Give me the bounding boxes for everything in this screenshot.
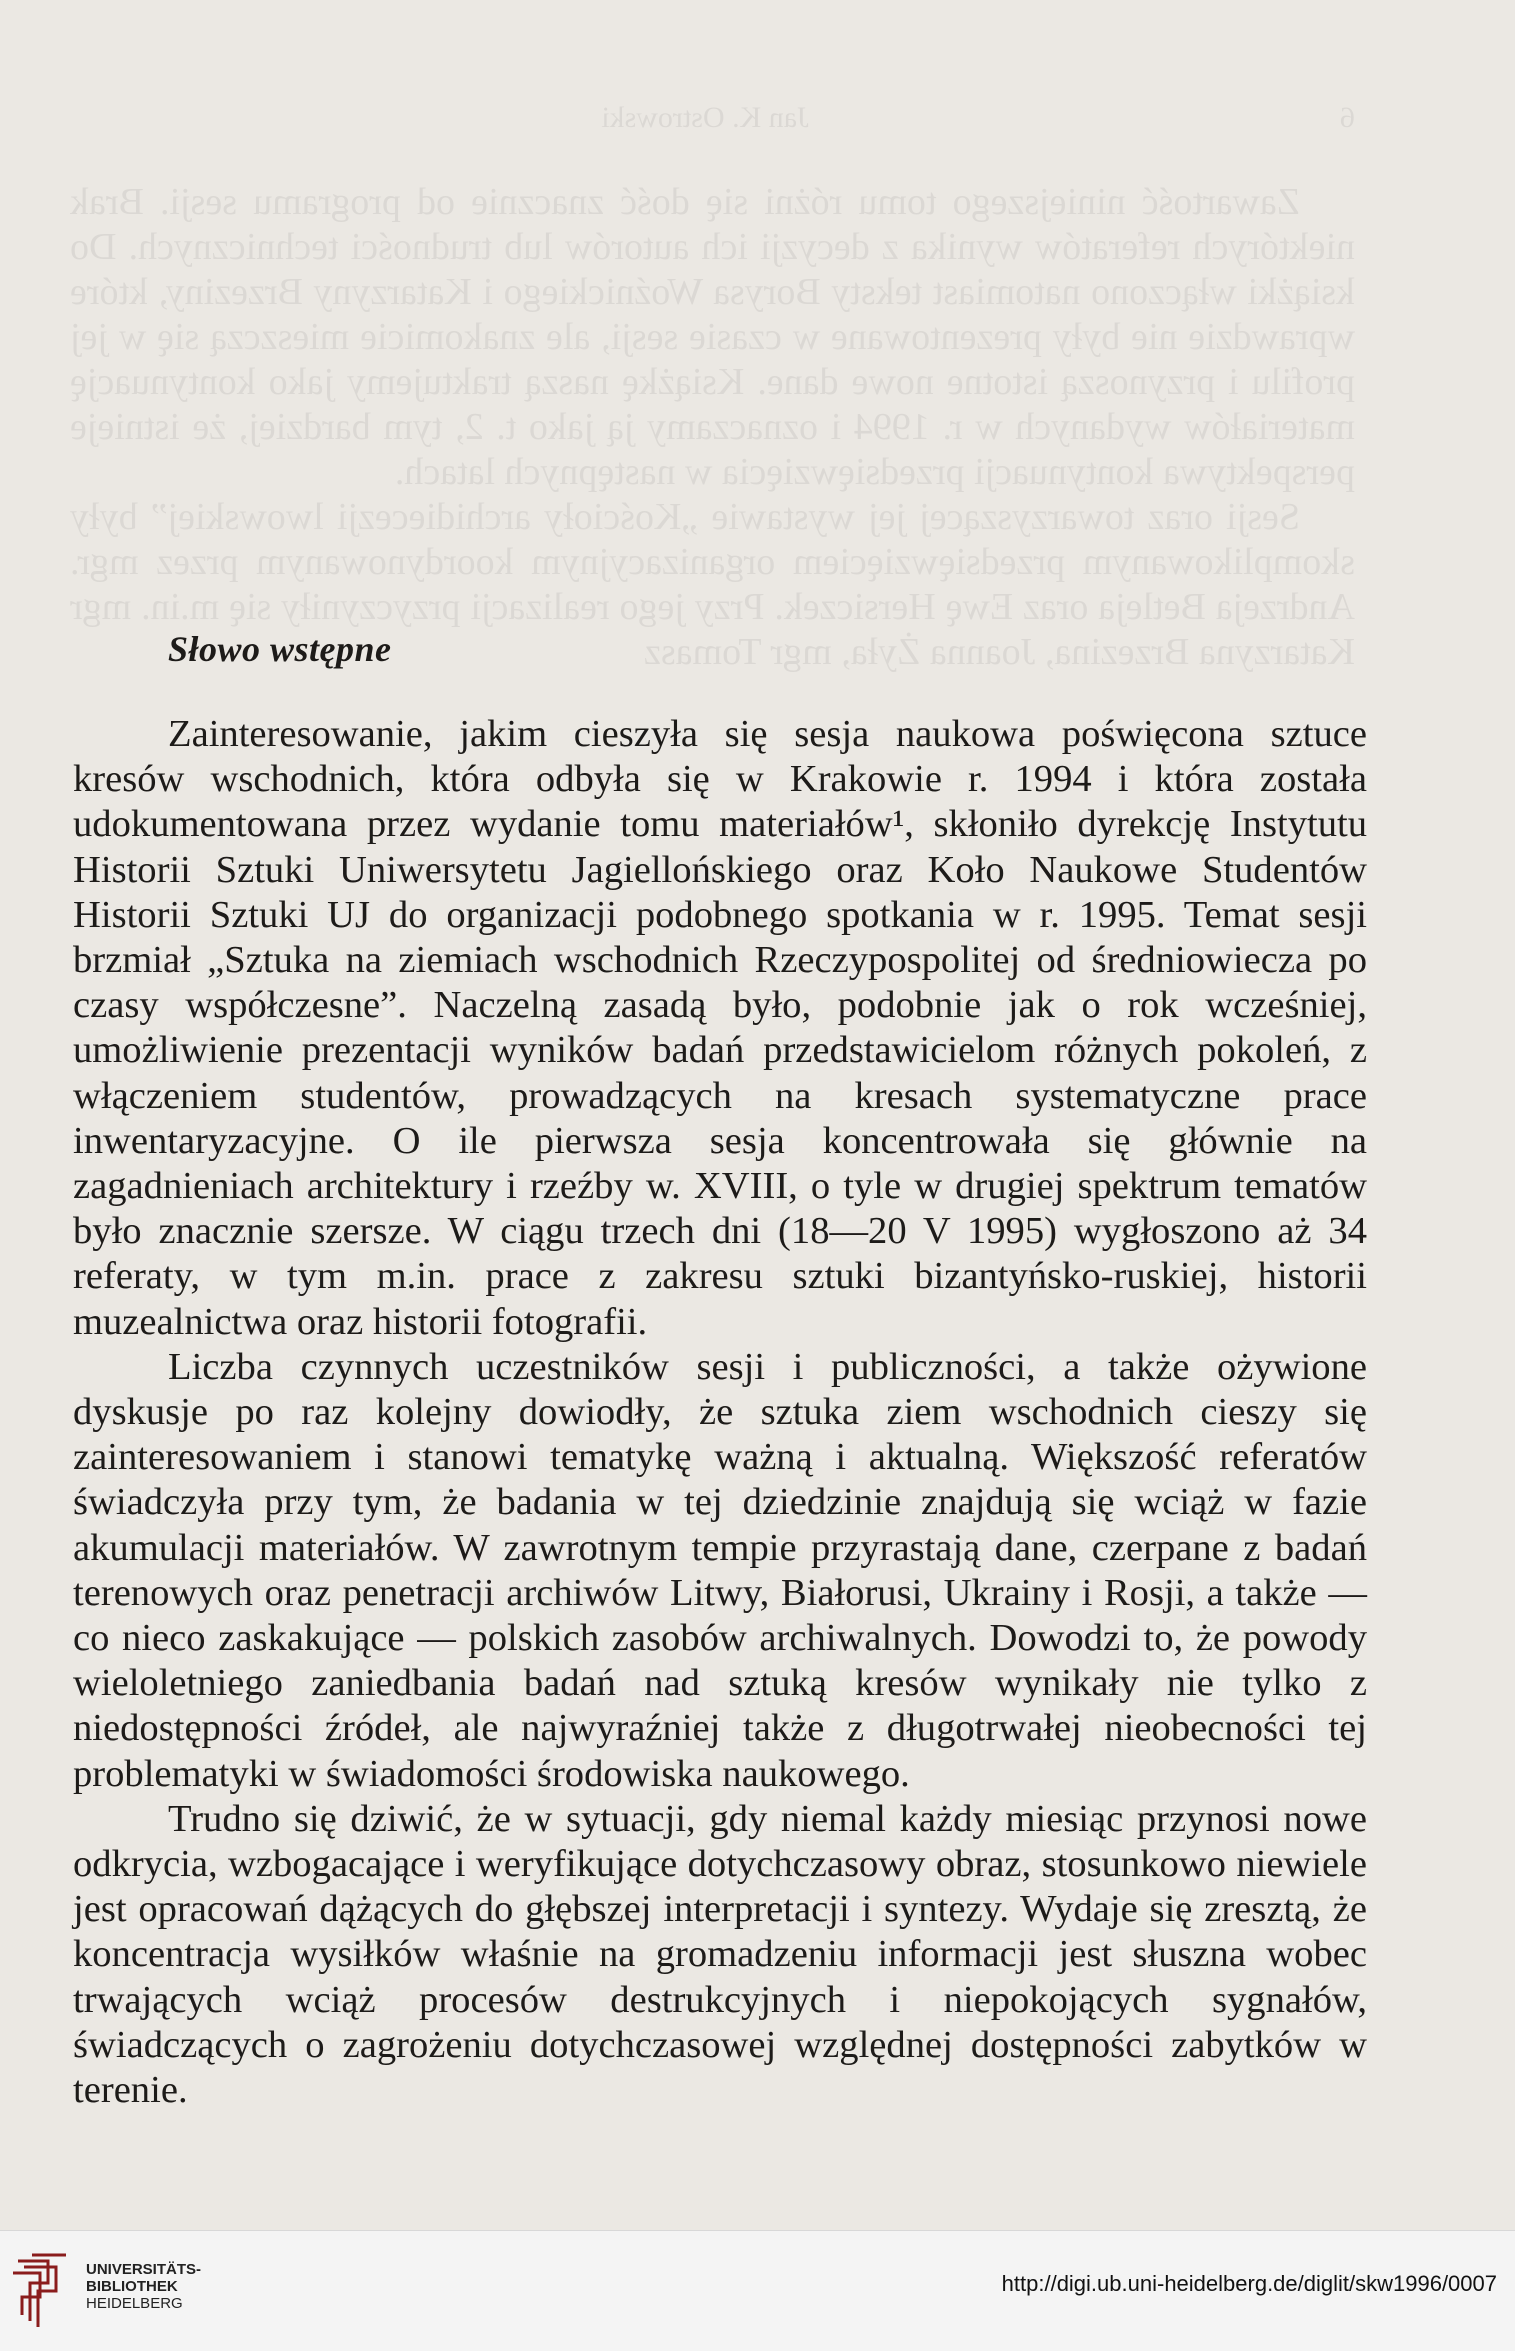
reverse-running-head: Jan K. Ostrowski — [601, 101, 809, 134]
paragraph: Liczba czynnych uczestników sesji i publiczności, a także ożywione dyskusje po raz kolejny dowiodły, że sztuka ziem wschodnich cieszy się zainteresowaniem i stanowi tematykę ważną i aktualną. Większość referatów świadczyła przy tym, że badania w tej dziedzinie znajdują się wciąż w fazie akumulacji materiałów. W zawrotnym tempie przyrastają dane, czerpane z badań terenowych oraz penetracji archiwów Litwy, Białorusi, Ukrainy i Rosji, a także — co nieco zaskakujące — polskich zasobów archiwalnych. Dowodzi to, że powody wieloletniego zaniedbania badań nad sztuką kresów wynikały nie tylko z niedostępności źródeł, ale najwyraźniej także z długotrwałej nieobecności tej problematyki w świadomości środowiska naukowego. — [73, 1345, 1367, 1795]
reverse-paragraph: Sesji oraz towarzyszącej jej wystawie „Kościoły archidiecezji lwowskiej” były skomplikowanym przedsięwzięciem organizacyjnym koordynowanym przez mgr. Andrzeja Betleja oraz Ewę Hersiczek. Przy jego realizacji przyczyniły się m.in. mgr Katarzyna Brzezina, Joanna Żyła, mgr Tomasz — [70, 496, 1355, 673]
body-text — [73, 712, 1367, 2113]
permalink-url[interactable]: http://digi.ub.uni-heidelberg.de/diglit/skw1996/0007 — [1001, 2271, 1497, 2296]
paragraph: Zainteresowanie, jakim cieszyła się sesja naukowa poświęcona sztuce kresów wschodnich, która odbyła się w Krakowie r. 1994 i która została udokumentowana przez wydanie tomu materiałów¹, skłoniło dyrekcję Instytutu Historii Sztuki Uniwersytetu Jagiellońskiego oraz Koło Naukowe Studentów Historii Sztuki UJ do organizacji podobnego spotkania w r. 1995. Temat sesji brzmiał „Sztuka na ziemiach wschodnich Rzeczypospolitej od średniowiecza po czasy współczesne”. Naczelną zasadą było, podobnie jak o rok wcześniej, umożliwienie prezentacji wyników badań przedstawicielom różnych pokoleń, z włączeniem studentów, prowadzących na kresach systematyczne prace inwentaryzacyjne. O ile pierwsza sesja koncentrowała się głównie na zagadnieniach architektury i rzeźby w. XVIII, o tyle w drugiej spektrum tematów było znacznie szersze. W ciągu trzech dni (18—20 V 1995) wygłoszono aż 34 referaty, w tym m.in. prace z zakresu sztuki bizantyńsko-ruskiej, historii muzealnictwa oraz historii fotografii. — [73, 713, 1367, 1343]
reverse-page-number: 6 — [1340, 101, 1355, 134]
library-name: UNIVERSITÄTS- BIBLIOTHEK HEIDELBERG — [86, 2261, 202, 2312]
reverse-page-bleed-through — [70, 95, 1355, 675]
paragraph: Trudno się dziwić, że w sytuacji, gdy niemal każdy miesiąc przynosi nowe odkrycia, wzbogacające i weryfikujące dotychczasowy obraz, stosunkowo niewiele jest opracowań dążących do głębszej interpretacji i syntezy. Wydaje się zresztą, że koncentracja wysiłków właśnie na gromadzeniu informacji jest słuszna wobec trwających wciąż procesów destrukcyjnych i niepokojących sygnałów, świadczących o zagrożeniu dotychczasowej względnej dostępności zabytków w terenie. — [73, 1797, 1367, 2112]
section-heading: Słowo wstępne — [168, 629, 392, 669]
ub-heidelberg-logo-icon — [10, 2253, 75, 2329]
reverse-paragraph: Zawartość niniejszego tomu różni się dość znacznie od programu sesji. Brak niektórych referatów wynika z decyzji ich autorów lub trudności technicznych. Do książki włączono natomiast teksty Borysa Woźnickiego i Katarzyny Brzeziny, które wprawdzie nie były prezentowane w czasie sesji, ale znakomicie mieszczą się w jej profilu i przynoszą istotne nowe dane. Książkę naszą traktujemy jako kontynuację materiałów wydanych w r. 1994 i oznaczamy ją jako t. 2, tym bardziej, że istnieje perspektywa kontynuacji przedsięwzięcia w następnych latach. — [70, 181, 1355, 493]
viewer-footer — [0, 2230, 1515, 2351]
